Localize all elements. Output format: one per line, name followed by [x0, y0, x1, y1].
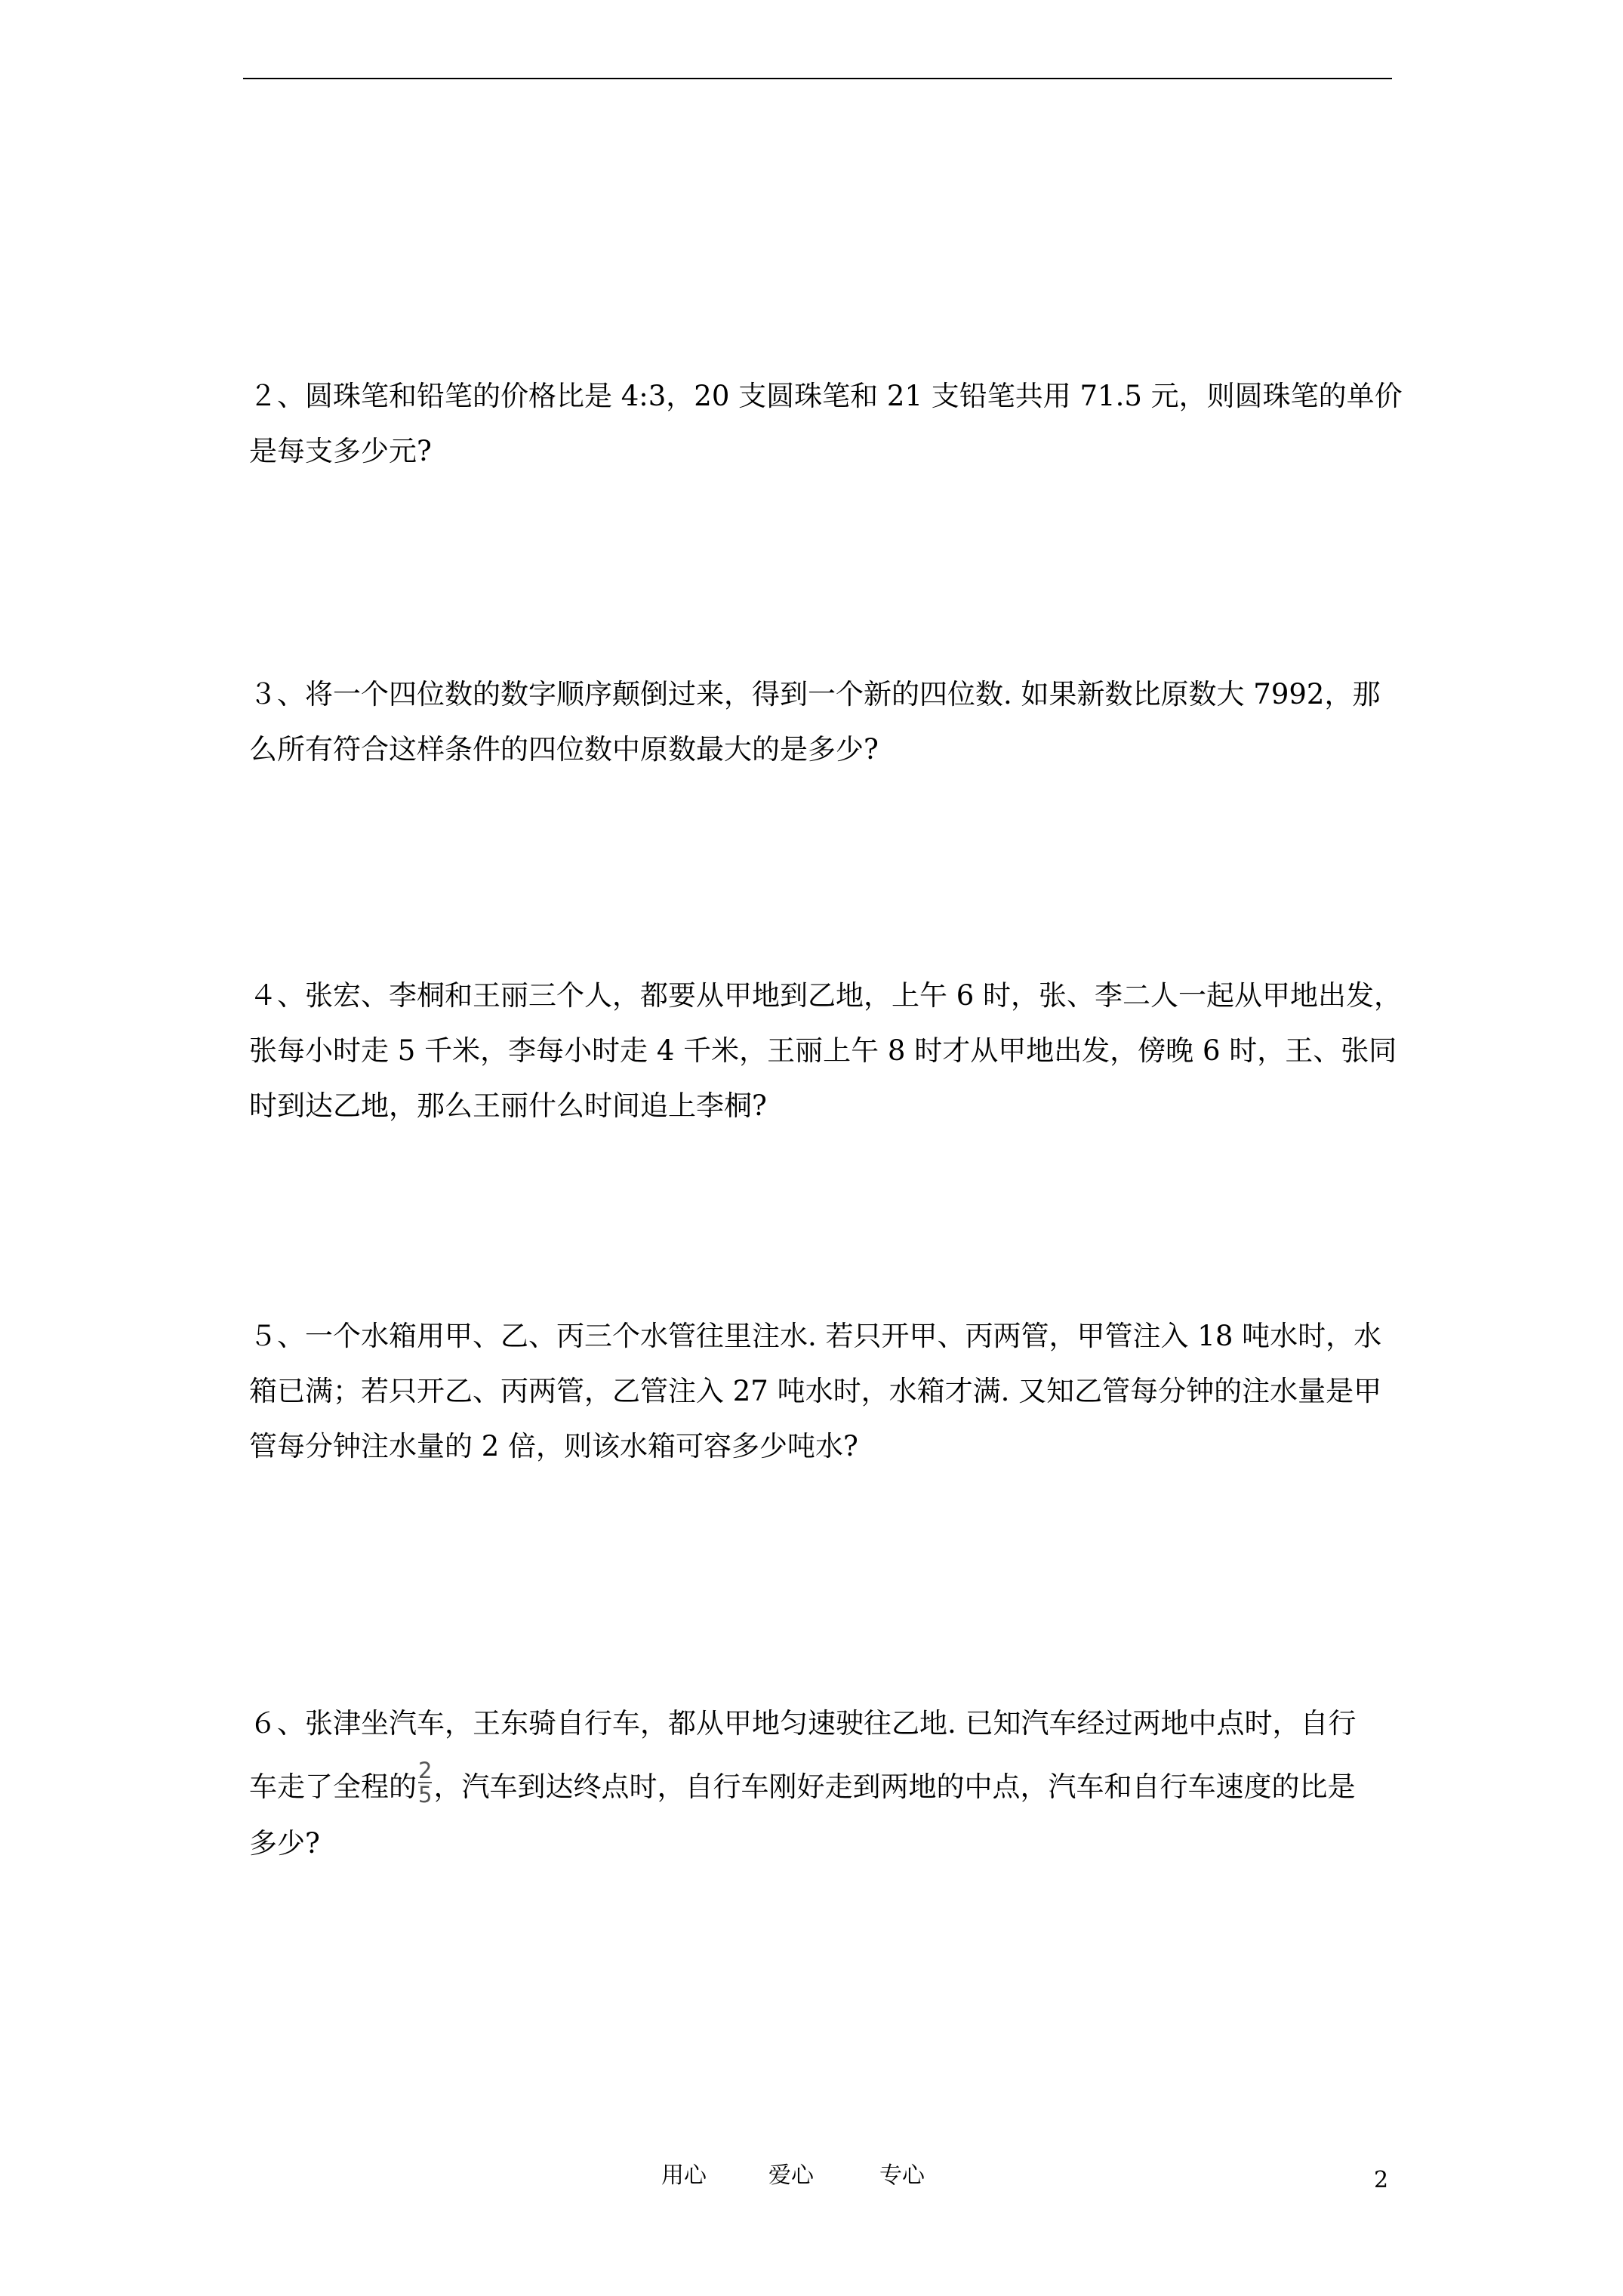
question-text: ，汽车到达终点时，自行车刚好走到两地的中点，汽车和自行车速度的比是 [433, 1771, 1356, 1803]
fraction-denominator: 5 [418, 1781, 433, 1808]
question-line: ３、将一个四位数的数字顺序颠倒过来，得到一个新的四位数. 如果新数比原数大 7992，那 [249, 678, 1381, 710]
question-line: 管每分钟注水量的 2 倍，则该水箱可容多少吨水? [249, 1430, 858, 1462]
question-4 [249, 968, 1403, 1133]
footer-word: 专心 [879, 2162, 925, 2189]
question-line: ４、张宏、李桐和王丽三个人，都要从甲地到乙地，上午 6 时，张、李二人一起从甲地出发， [249, 979, 1403, 1012]
fraction-numerator: 2 [418, 1757, 433, 1783]
question-line: 多少? [249, 1827, 320, 1860]
question-line-with-fraction [249, 1751, 1397, 1816]
question-6 [249, 1696, 1397, 1871]
question-2 [249, 368, 1403, 479]
question-3 [249, 667, 1397, 777]
fraction [418, 1759, 432, 1806]
question-line: 是每支多少元? [249, 435, 432, 467]
question-line: 箱已满；若只开乙、丙两管，乙管注入 27 吨水时，水箱才满. 又知乙管每分钟的注水量是甲 [249, 1375, 1382, 1407]
question-line: ２、圆珠笔和铅笔的价格比是 4:3，20 支圆珠笔和 21 支铅笔共用 71.5 元，则圆珠笔的单价 [249, 380, 1403, 412]
question-line: 张每小时走 5 千米，李每小时走 4 千米，王丽上午 8 时才从甲地出发，傍晚 6 时，王、张同 [249, 1034, 1397, 1067]
header-rule [243, 78, 1392, 79]
footer-word: 用心 [661, 2162, 707, 2189]
question-line: 么所有符合这样条件的四位数中原数最大的是多少? [249, 733, 879, 766]
question-line: ６、张津坐汽车，王东骑自行车，都从甲地匀速驶往乙地. 已知汽车经过两地中点时，自行 [249, 1707, 1357, 1740]
question-text: 车走了全程的 [249, 1771, 417, 1803]
question-5 [249, 1308, 1397, 1474]
question-line: ５、一个水箱用甲、乙、丙三个水管往里注水. 若只开甲、丙两管，甲管注入 18 吨水时，水 [249, 1320, 1382, 1352]
question-line: 时到达乙地，那么王丽什么时间追上李桐? [249, 1089, 767, 1122]
page-number: 2 [1374, 2167, 1389, 2193]
footer-word: 爱心 [768, 2162, 814, 2189]
